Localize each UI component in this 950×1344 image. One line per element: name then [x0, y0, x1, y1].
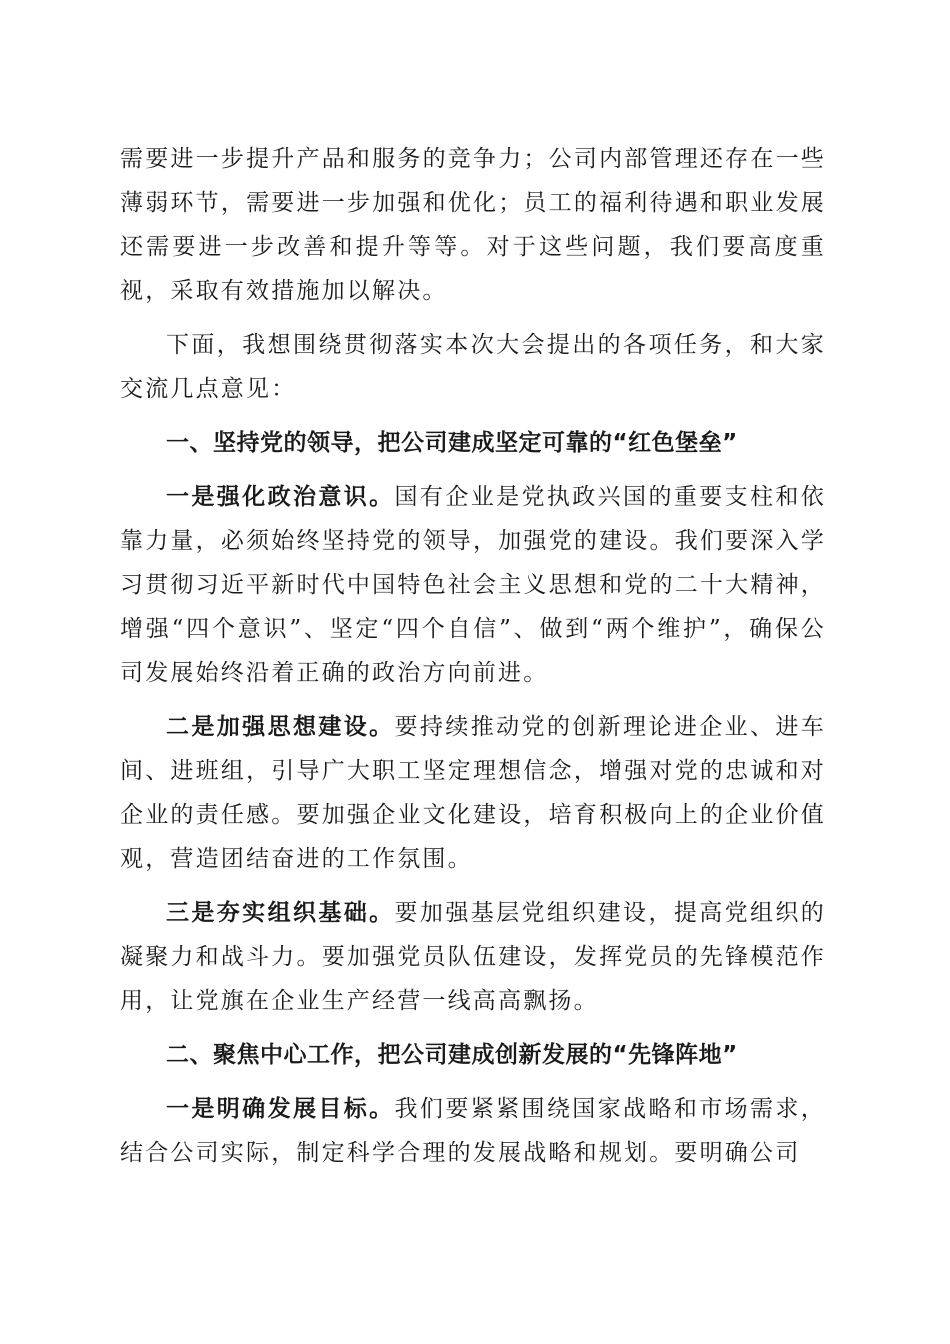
paragraph-intro: 下面，我想围绕贯彻落实本次大会提出的各项任务，和大家交流几点意见： — [120, 332, 826, 402]
paragraph-development-goals — [120, 1087, 826, 1175]
paragraph-lead: 三是夯实组织基础。 — [166, 899, 395, 926]
section-heading-2: 二、聚焦中心工作，把公司建成创新发展的“先锋阵地” — [166, 1042, 738, 1068]
document-page — [120, 137, 826, 1185]
paragraph-lead: 二是加强思想建设。 — [166, 713, 395, 740]
paragraph-organizational-foundation — [120, 891, 826, 1023]
section-heading-1: 一、坚持党的领导，把公司建成坚定可靠的“红色堡垒” — [166, 430, 738, 456]
paragraph-lead: 一是强化政治意识。 — [166, 483, 395, 510]
paragraph-body: 我们要紧紧围绕国家战略和市场需求，结合公司实际，制定科学合理的发展战略和规划。要明确公司 — [120, 1096, 826, 1166]
paragraph-political-awareness — [120, 475, 826, 695]
paragraph-body: 国有企业是党执政兴国的重要支柱和依靠力量，必须始终坚持党的领导，加强党的建设。我们要深入学习贯彻习近平新时代中国特色社会主义思想和党的二十大精神，增强“四个意识”、坚定“四个自信”、做到“两个维护”，确保公司发展始终沿着正确的政治方向前进。 — [120, 484, 826, 686]
paragraph-body: 要加强基层党组织建设，提高党组织的凝聚力和战斗力。要加强党员队伍建设，发挥党员的先锋模范作用，让党旗在企业生产经营一线高高飘扬。 — [120, 900, 826, 1014]
paragraph-ideological-building — [120, 705, 826, 881]
paragraph-continuation: 需要进一步提升产品和服务的竞争力；公司内部管理还存在一些薄弱环节，需要进一步加强和优化；员工的福利待遇和职业发展还需要进一步改善和提升等等。对于这些问题，我们要高度重视，采取有效措施加以解决。 — [120, 146, 826, 304]
paragraph-body: 要持续推动党的创新理论进企业、进车间、进班组，引导广大职工坚定理想信念，增强对党的忠诚和对企业的责任感。要加强企业文化建设，培育积极向上的企业价值观，营造团结奋进的工作氛围。 — [120, 714, 826, 872]
paragraph-lead: 一是明确发展目标。 — [166, 1095, 395, 1122]
